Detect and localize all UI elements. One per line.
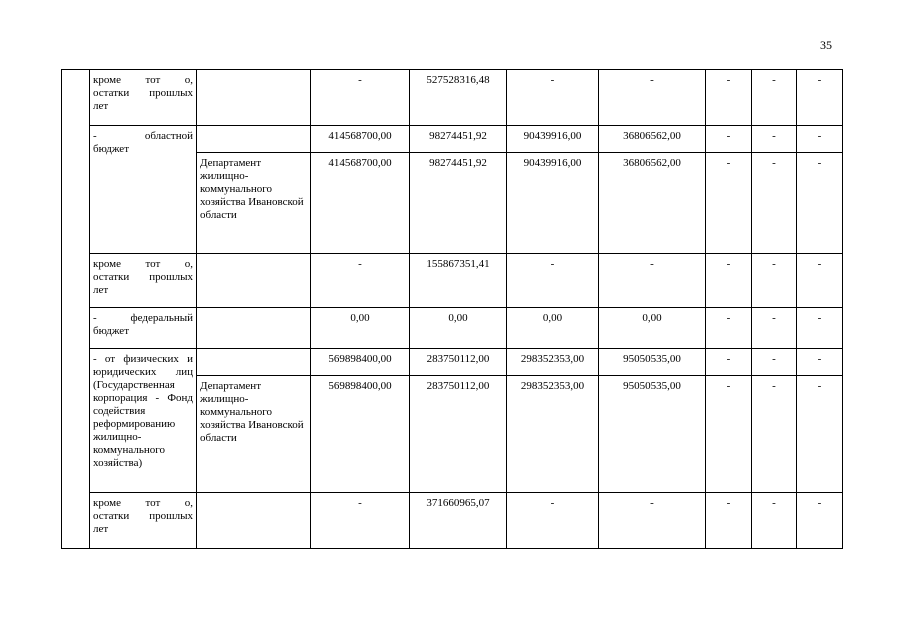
row-label: кроме тот о, остатки прошлых лет [90,493,197,549]
org-cell: Департамент жилищно-коммунального хозяйства Ивановской области [197,153,311,254]
value-cell: - [797,126,843,153]
value-cell: 298352353,00 [507,349,599,376]
row-label: кроме тот о, остатки прошлых лет [90,254,197,308]
value-cell: 0,00 [410,308,507,349]
value-cell: - [599,70,706,126]
org-cell [197,254,311,308]
value-cell: 298352353,00 [507,376,599,493]
page-number: 35 [820,38,832,52]
value-cell: 95050535,00 [599,376,706,493]
value-cell: - [752,126,797,153]
value-cell: - [706,376,752,493]
value-cell: - [797,349,843,376]
value-cell: 527528316,48 [410,70,507,126]
value-cell: - [507,70,599,126]
value-cell: 414568700,00 [311,126,410,153]
value-cell: - [706,349,752,376]
row-label: кроме тот о, остатки прошлых лет [90,70,197,126]
value-cell: 90439916,00 [507,153,599,254]
table-row [62,349,843,376]
value-cell: 283750112,00 [410,349,507,376]
value-cell: - [752,493,797,549]
value-cell: - [752,254,797,308]
value-cell: - [797,153,843,254]
value-cell: - [752,308,797,349]
row-label: - от физических и юридических лиц (Государственная корпорация - Фонд содействия реформированию жилищно-коммунального хозяйства) [90,349,197,493]
value-cell: - [752,349,797,376]
value-cell: - [797,376,843,493]
value-cell: - [797,308,843,349]
value-cell: 283750112,00 [410,376,507,493]
table-row [62,126,843,153]
value-cell: - [797,493,843,549]
value-cell: - [706,70,752,126]
value-cell: - [752,153,797,254]
org-cell [197,308,311,349]
value-cell: 95050535,00 [599,349,706,376]
value-cell: 90439916,00 [507,126,599,153]
value-cell: 414568700,00 [311,153,410,254]
value-cell: - [706,493,752,549]
value-cell: - [599,254,706,308]
value-cell: - [599,493,706,549]
value-cell: 36806562,00 [599,153,706,254]
value-cell: - [507,254,599,308]
value-cell: 36806562,00 [599,126,706,153]
value-cell: - [311,493,410,549]
value-cell: 0,00 [599,308,706,349]
value-cell: - [797,254,843,308]
value-cell: - [752,70,797,126]
value-cell: 155867351,41 [410,254,507,308]
value-cell: - [706,153,752,254]
row-label: - федеральный бюджет [90,308,197,349]
row-label: - областной бюджет [90,126,197,254]
org-cell [197,70,311,126]
table-row [62,254,843,308]
value-cell: - [752,376,797,493]
value-cell: - [706,126,752,153]
value-cell: - [706,308,752,349]
table-row [62,493,843,549]
org-cell [197,349,311,376]
value-cell: - [507,493,599,549]
budget-table [61,69,843,549]
value-cell: - [797,70,843,126]
value-cell: 98274451,92 [410,126,507,153]
table-row [62,308,843,349]
value-cell: - [706,254,752,308]
index-column-cell [62,70,90,549]
value-cell: 98274451,92 [410,153,507,254]
table-row [62,70,843,126]
value-cell: - [311,70,410,126]
value-cell: 0,00 [507,308,599,349]
value-cell: 569898400,00 [311,349,410,376]
org-cell [197,493,311,549]
org-cell [197,126,311,153]
value-cell: - [311,254,410,308]
org-cell: Департамент жилищно-коммунального хозяйства Ивановской области [197,376,311,493]
value-cell: 371660965,07 [410,493,507,549]
value-cell: 0,00 [311,308,410,349]
value-cell: 569898400,00 [311,376,410,493]
